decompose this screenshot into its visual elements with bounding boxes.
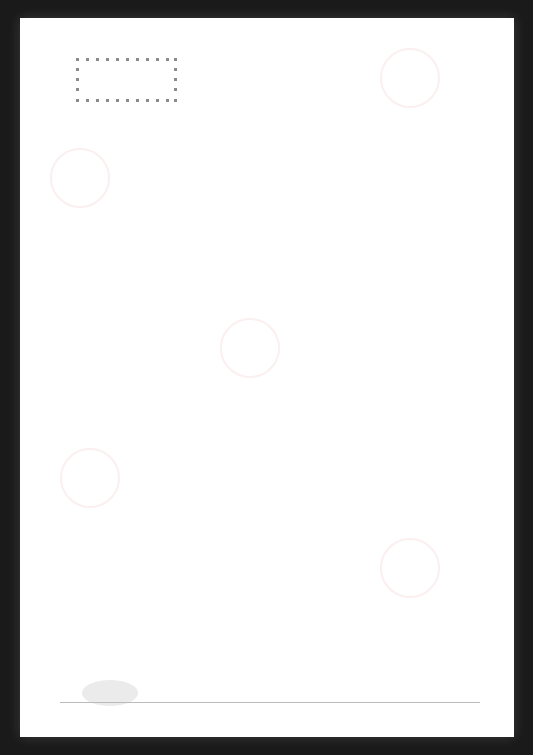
- watermark-seal-icon: [60, 448, 120, 508]
- sgs-logo: [74, 56, 178, 104]
- watermark-seal-icon: [220, 318, 280, 378]
- watermark-seal-icon: [380, 538, 440, 598]
- watermark-seal-icon: [380, 48, 440, 108]
- logo-dots-icon: [74, 56, 178, 104]
- report-header: [20, 123, 514, 137]
- watermark-seal-icon: [50, 148, 110, 208]
- report-page: [20, 18, 514, 737]
- footer-divider: [60, 702, 480, 703]
